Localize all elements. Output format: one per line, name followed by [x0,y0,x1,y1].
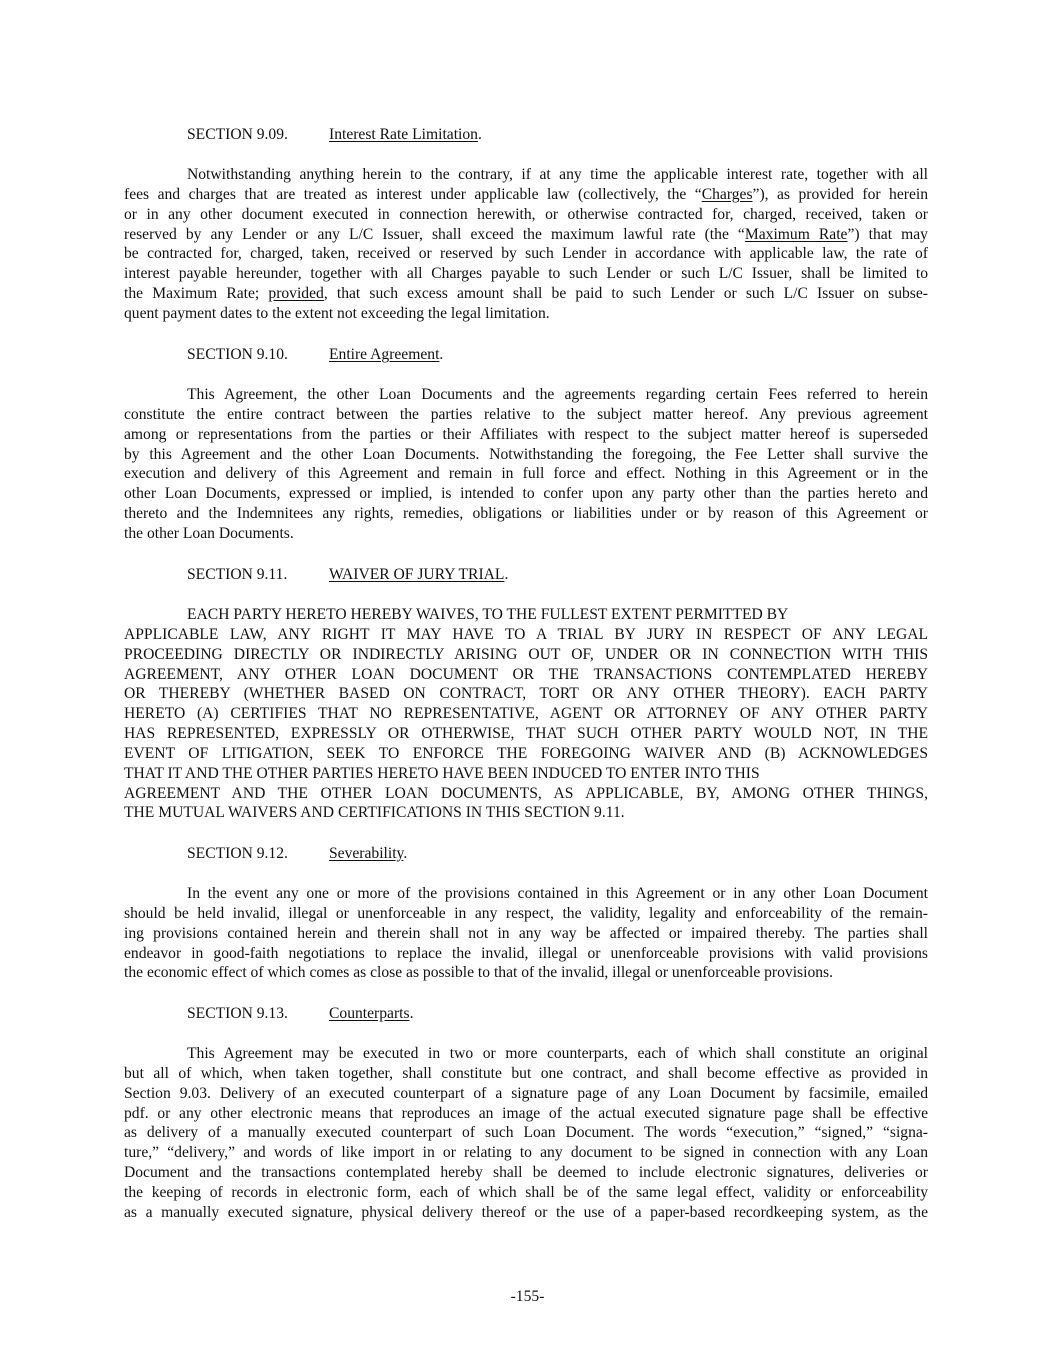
body-line: HERETO (A) CERTIFIES THAT NO REPRESENTATIVE, AGENT OR ATTORNEY OF ANY OTHER PARTY [124,705,928,723]
body-line: ture,” “delivery,” and words of like import in or relating to any document to be signed in connection with any Loan [124,1144,928,1162]
body-line: Notwithstanding anything herein to the contrary, if at any time the applicable interest rate, together with all [187,166,928,183]
body-line: as a manually executed signature, physical delivery thereof or the use of a paper-based recordkeeping system, as the [124,1203,928,1221]
section-heading-9-10: SECTION 9.10. Entire Agreement. [187,346,444,363]
body-line: APPLICABLE LAW, ANY RIGHT IT MAY HAVE TO A TRIAL BY JURY IN RESPECT OF ANY LEGAL [124,625,928,643]
section-body-9-12 [124,884,928,983]
section-body-9-10 [124,385,928,544]
term-provided: provided [268,285,324,303]
body-line: or in any other document executed in connection herewith, or otherwise contracted for, charged, received, taken or [124,205,928,223]
body-line: but all of which, when taken together, shall constitute but one contract, and shall become effective as provided in [124,1064,928,1082]
body-line: among or representations from the parties or their Affiliates with respect to the subject matter hereof is superseded [124,425,928,443]
body-line: as delivery of a manually executed counterpart of such Loan Document. The words “execution,” “signed,” “signa- [124,1124,928,1142]
section-heading-9-09: SECTION 9.09. Interest Rate Limitation. [187,126,482,143]
section-title: Interest Rate Limitation [329,126,478,143]
section-heading-9-11: SECTION 9.11. WAIVER OF JURY TRIAL. [187,566,509,583]
page-number: -155- [510,1288,545,1305]
section-title: WAIVER OF JURY TRIAL [329,566,505,583]
section-number: SECTION 9.09. [187,126,288,143]
body-line: the keeping of records in electronic form, each of which shall be of the same legal effect, validity or enforceability [124,1183,928,1201]
body-line: endeavor in good-faith negotiations to replace the invalid, illegal or unenforceable provisions with valid provisions [124,944,928,962]
body-line: PROCEEDING DIRECTLY OR INDIRECTLY ARISING OUT OF, UNDER OR IN CONNECTION WITH THIS [124,645,928,663]
section-number: SECTION 9.13. [187,1005,288,1022]
body-line: THE MUTUAL WAIVERS AND CERTIFICATIONS IN THIS SECTION 9.11. [124,804,625,822]
section-title: Severability [329,845,404,862]
body-line: Section 9.03. Delivery of an executed counterpart of a signature page of any Loan Document by facsimile, emailed [124,1084,928,1102]
body-line: AGREEMENT, ANY OTHER LOAN DOCUMENT OR THE TRANSACTIONS CONTEMPLATED HEREBY [124,665,928,683]
body-line: be contracted for, charged, taken, received or reserved by such Lender in accordance with applicable law, the rate of [124,245,928,263]
body-line: In the event any one or more of the provisions contained in this Agreement or in any other Loan Document [187,885,928,902]
defined-term-charges: Charges [701,185,753,203]
body-line: ing provisions contained herein and therein shall not in any way be affected or impaired thereby. The parties shall [124,924,928,942]
body-line: Document and the transactions contemplated hereby shall be deemed to include electronic signatures, deliveries or [124,1164,928,1182]
body-line: the other Loan Documents. [124,524,294,542]
body-line: quent payment dates to the extent not exceeding the legal limitation. [124,304,550,322]
section-body-9-09 [124,165,928,324]
body-line: reserved by any Lender or any L/C Issuer, shall exceed the maximum lawful rate (the “Maximum Rate”) that may [124,225,928,243]
section-title: Entire Agreement [329,346,440,363]
body-line: other Loan Documents, expressed or implied, is intended to confer upon any party other than the parties hereto and [124,485,928,503]
body-line: the economic effect of which comes as close as possible to that of the invalid, illegal or unenforceable provisions. [124,964,834,982]
body-line: thereto and the Indemnitees any rights, remedies, obligations or liabilities under or by reason of this Agreement or [124,505,928,523]
body-line: This Agreement may be executed in two or more counterparts, each of which shall constitute an original [187,1045,928,1062]
section-body-9-13 [124,1044,928,1223]
body-line: fees and charges that are treated as interest under applicable law (collectively, the “Charges”), as provided for herein [124,185,928,203]
body-line: interest payable hereunder, together with all Charges payable to such Lender or such L/C Issuer, shall be limited to [124,265,928,283]
body-line: pdf. or any other electronic means that reproduces an image of the actual executed signature page shall be effective [124,1104,928,1122]
body-line: THAT IT AND THE OTHER PARTIES HERETO HAVE BEEN INDUCED TO ENTER INTO THIS [124,764,760,782]
body-line: the Maximum Rate; provided, that such excess amount shall be paid to such Lender or such L/C Issuer on subse- [124,285,928,303]
section-title: Counterparts [329,1005,410,1022]
body-line: AGREEMENT AND THE OTHER LOAN DOCUMENTS, AS APPLICABLE, BY, AMONG OTHER THINGS, [124,784,928,802]
body-line: execution and delivery of this Agreement and remain in full force and effect. Nothing in this Agreement or in the [124,465,928,483]
body-line: EVENT OF LITIGATION, SEEK TO ENFORCE THE FOREGOING WAIVER AND (B) ACKNOWLEDGES [124,744,928,762]
defined-term-maximum-rate: Maximum Rate [744,225,848,243]
section-body-9-11 [124,605,928,823]
body-line: This Agreement, the other Loan Documents and the agreements regarding certain Fees referred to herein [187,386,928,403]
section-number: SECTION 9.10. [187,346,288,363]
section-heading-9-13: SECTION 9.13. Counterparts. [187,1005,414,1022]
body-line: OR THEREBY (WHETHER BASED ON CONTRACT, TORT OR ANY OTHER THEORY). EACH PARTY [124,685,928,703]
body-line: constitute the entire contract between the parties relative to the subject matter hereof. Any previous agreement [124,405,928,423]
section-number: SECTION 9.11. [187,566,288,583]
body-line: HAS REPRESENTED, EXPRESSLY OR OTHERWISE, THAT SUCH OTHER PARTY WOULD NOT, IN THE [124,725,928,743]
body-line: EACH PARTY HERETO HEREBY WAIVES, TO THE FULLEST EXTENT PERMITTED BY [187,606,789,623]
section-heading-9-12: SECTION 9.12. Severability. [187,845,408,862]
body-line: should be held invalid, illegal or unenforceable in any respect, the validity, legality and enforceability of the remain- [124,904,928,922]
body-line: by this Agreement and the other Loan Documents. Notwithstanding the foregoing, the Fee Letter shall survive the [124,445,928,463]
section-number: SECTION 9.12. [187,845,288,862]
